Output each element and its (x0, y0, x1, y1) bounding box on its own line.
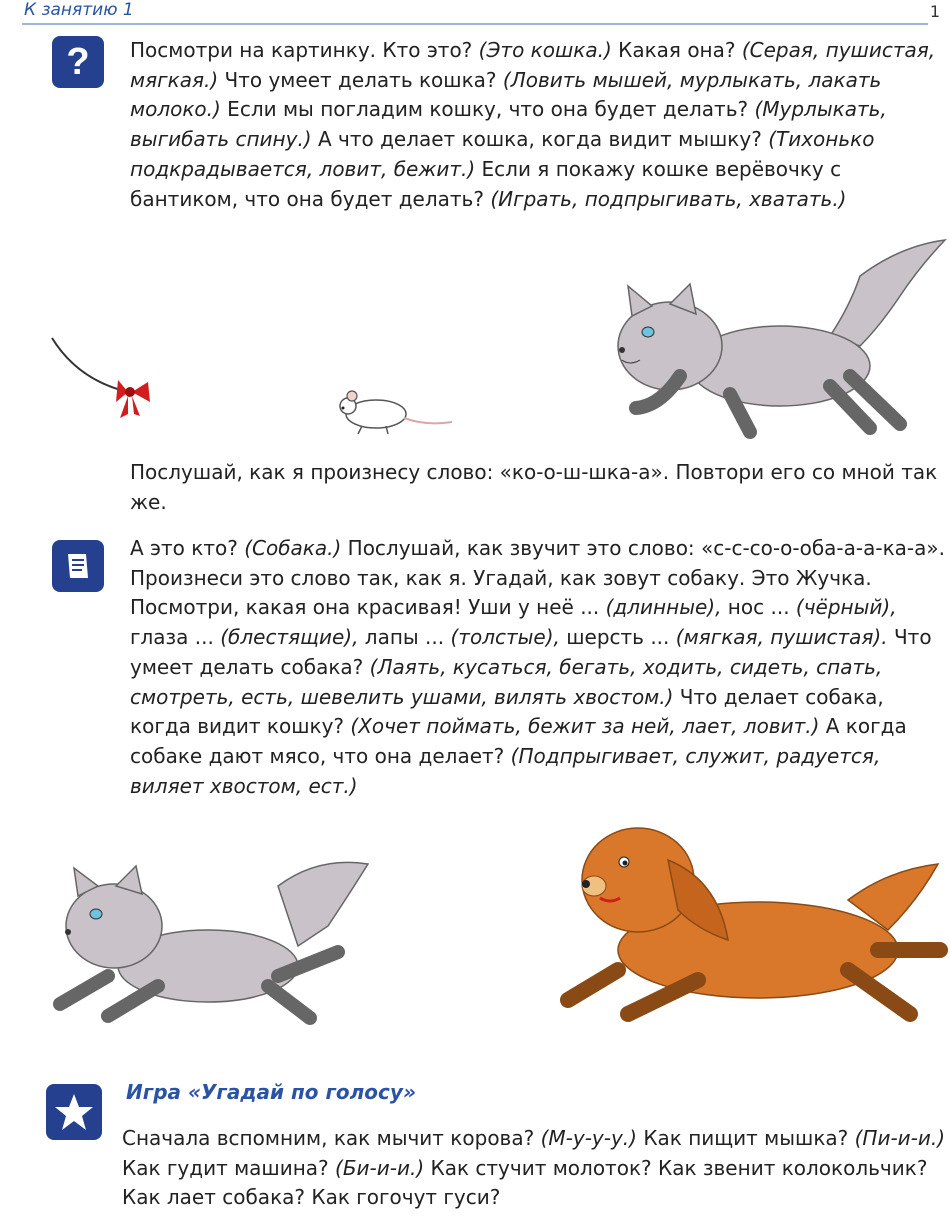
question-text: Что умеет делать кошка? (218, 67, 503, 92)
question-text: Если я покажу кошке верёвочку с бантиком, что она будет делать? (130, 156, 842, 211)
answer-hint: (мягкая, пушистая). (675, 625, 888, 650)
answer-hint: (Это кошка.) (478, 38, 612, 62)
question-text: Что умеет делать собака? (130, 625, 932, 679)
answer-hint: (Мурлыкать, выгибать спину.) (130, 97, 887, 152)
answer-hint: (блестящие), (220, 625, 359, 650)
question-text: А что делает кошка, когда видит мышку? (311, 127, 769, 152)
block1-text (130, 36, 948, 214)
answer-hint: (Тихонько подкрадывается, ловит, бежит.) (130, 127, 875, 181)
question-text: нос ... (721, 595, 796, 620)
star-icon (46, 1084, 102, 1140)
question-text: Как пищит мышка? (636, 1126, 855, 1150)
block3-text (130, 534, 948, 801)
question-text: шерсть ... (559, 625, 676, 650)
question-text: лапы ... (358, 625, 451, 650)
question-icon: ? (52, 36, 104, 88)
mouse-illustration (326, 386, 456, 440)
question-text: А когда собаке дают мясо, что она делает? (130, 714, 907, 768)
section-label: К занятию 1 (24, 0, 134, 20)
answer-hint: (Би-и-и.) (335, 1155, 425, 1180)
question-text: Послушай, как звучит это слово: «с-с-со-о-оба-а-а-ка-а». Произнеси это слово так, как я. Угадай, как зовут собаку. Это Жучка. Посмотри, какая она красивая! Уши у неё ... (130, 536, 945, 620)
answer-hint: (Пи-и-и.) (854, 1126, 946, 1150)
ribbon-bow-illustration (48, 330, 168, 430)
answer-hint: (Собака.) (244, 536, 342, 560)
question-text: Посмотри на картинку. Кто это? (130, 38, 479, 62)
answer-hint: (Играть, подпрыгивать, хватать.) (490, 186, 847, 211)
header-rule (22, 23, 928, 25)
book-icon (52, 540, 104, 592)
question-text: Какая она? (611, 38, 742, 62)
answer-hint: (Ловить мышей, мурлыкать, лакать молоко.) (130, 67, 882, 122)
page-header (0, 0, 950, 24)
answer-hint: (Серая, пушистая, мягкая.) (130, 38, 936, 92)
answer-hint: (длинные), (605, 595, 722, 620)
running-cat-illustration (48, 856, 378, 1036)
answer-hint: (М-у-у-у.) (540, 1126, 637, 1150)
answer-hint: (толстые), (450, 625, 560, 650)
question-text: Если мы погладим кошку, что она будет делать? (220, 97, 755, 122)
answer-hint: (Подпрыгивает, служит, радуется, виляет хвостом, ест.) (130, 743, 881, 798)
question-text: Как стучит молоток? Как звенит колокольчик? Как лает собака? Как гогочут гуси? (122, 1155, 928, 1210)
question-text: Сначала вспомним, как мычит корова? (122, 1126, 541, 1150)
block2-text: Послушай, как я произнесу слово: «ко-о-ш-шка-а». Повтори его со мной так же. (130, 460, 938, 514)
question-text: глаза ... (130, 625, 221, 650)
game-title: Игра «Угадай по голосу» (126, 1080, 416, 1104)
answer-hint: (Хочет поймать, бежит за ней, лает, ловит.) (350, 714, 820, 739)
cat-illustration (600, 236, 950, 441)
game-text (122, 1124, 948, 1213)
dog-illustration (548, 800, 948, 1030)
question-text: А это кто? (130, 536, 245, 560)
page-number: 1 (929, 2, 940, 21)
answer-hint: (чёрный), (795, 595, 897, 620)
answer-hint: (Лаять, кусаться, бегать, ходить, сидеть, спать, смотреть, есть, шевелить ушами, вилять хвостом.) (130, 654, 883, 709)
question-text: Как гудит машина? (122, 1155, 336, 1180)
question-text: Что делает собака, когда видит кошку? (130, 684, 884, 739)
